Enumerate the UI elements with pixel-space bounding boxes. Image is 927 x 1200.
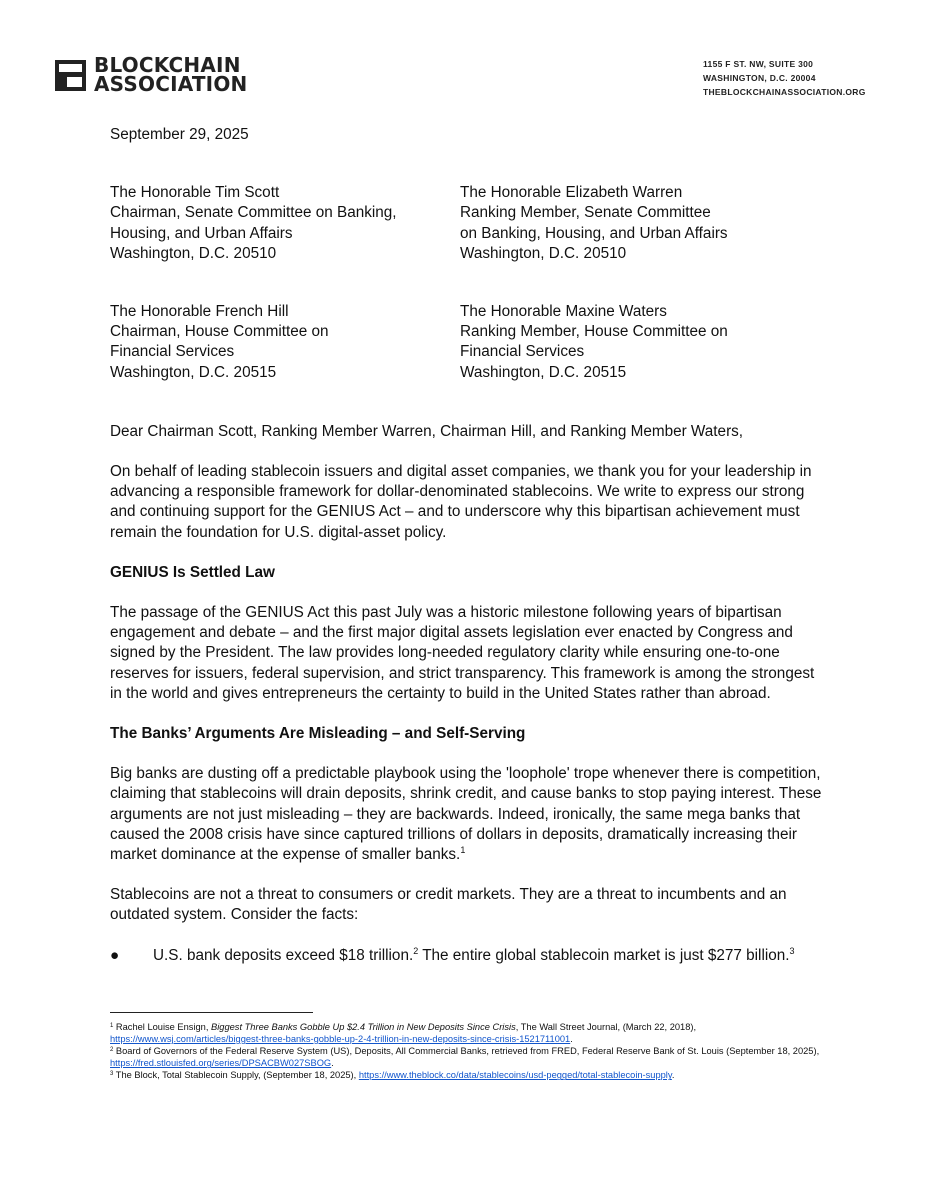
addressee-line: Financial Services: [110, 343, 235, 361]
bullet-icon: ●: [110, 946, 120, 964]
addressee-line: Ranking Member, Senate Committee: [460, 204, 711, 222]
logo-line1: BLOCKCHAIN: [94, 53, 241, 77]
addressee-line: Washington, D.C. 20515: [460, 363, 627, 381]
footnote-2: [110, 1045, 830, 1069]
list-item: [110, 946, 830, 966]
addressee-scott: [110, 183, 460, 264]
addressee-line: Chairman, House Committee on: [110, 323, 329, 341]
section-heading-banks-arguments: The Banks’ Arguments Are Misleading – and Self-Serving: [110, 725, 526, 743]
bullet-text: The entire global stablecoin market is just $277 billion.: [418, 946, 790, 964]
addressee-hill: [110, 302, 460, 383]
footnote-number: 1: [110, 1023, 114, 1029]
footnote-ref: 3: [789, 945, 795, 956]
addressee-line: Washington, D.C. 20510: [460, 244, 627, 262]
paragraph-text: Big banks are dusting off a predictable playbook using the 'loophole' trope whenever there is competition, claiming that stablecoins will drain deposits, shrink credit, and cause banks to stop paying interest. These arguments are not just misleading – they are backwards. Indeed, ironically, the same mega banks that caused the 2008 crisis have since captured trillions of dollars in deposits, dramatically increasing their market dominance at the expense of smaller banks.: [110, 765, 822, 864]
address-city: WASHINGTON, D.C. 20004: [703, 73, 816, 83]
addressee-line: The Honorable Maxine Waters: [460, 303, 667, 321]
organization-logo: [55, 53, 248, 96]
footnote-text: .: [570, 1034, 573, 1045]
footnotes: [110, 1021, 830, 1081]
letterhead-address: [703, 57, 866, 99]
footnote-text: The Block, Total Stablecoin Supply, (September 18, 2025),: [113, 1070, 359, 1081]
addressee-line: Washington, D.C. 20510: [110, 244, 277, 262]
address-website: THEBLOCKCHAINASSOCIATION.ORG: [703, 87, 866, 97]
footnote-divider: [110, 1012, 313, 1013]
footnote-text: Board of Governors of the Federal Reserve System (US), Deposits, All Commercial Banks, retrieved from FRED, Federal Reserve Bank of St. Louis (September 18, 2025),: [113, 1046, 820, 1057]
footnote-text: .: [331, 1058, 334, 1069]
footnote-link[interactable]: https://www.theblock.co/data/stablecoins/usd-pegged/total-stablecoin-supply: [358, 1070, 672, 1081]
addressee-line: Housing, and Urban Affairs: [110, 224, 293, 242]
addressee-line: The Honorable French Hill: [110, 303, 289, 321]
addressee-line: on Banking, Housing, and Urban Affairs: [460, 224, 728, 242]
logo-line2: ASSOCIATION: [94, 72, 248, 96]
addressee-line: Financial Services: [460, 343, 585, 361]
addressee-block: [110, 183, 830, 383]
facts-intro-paragraph: Stablecoins are not a threat to consumers or credit markets. They are a threat to incumbents and an outdated system. Consider the facts:: [110, 886, 787, 924]
footnote-link[interactable]: https://www.wsj.com/articles/biggest-three-banks-gobble-up-2-4-trillion-in-new-deposits-since-crisis-1521711001: [110, 1034, 571, 1045]
logo-wordmark: [94, 53, 248, 96]
footnote-text: Rachel Louise Ensign,: [113, 1022, 212, 1032]
footnote-number: 3: [110, 1071, 114, 1078]
addressee-waters: [460, 302, 820, 383]
footnote-text: , The Wall Street Journal, (March 22, 2018),: [515, 1022, 697, 1032]
settled-law-paragraph: The passage of the GENIUS Act this past July was a historic milestone following years of bipartisan engagement and debate – and the first major digital assets legislation ever enacted by Congress and signed by the President. The law provides long-needed regulatory clarity while ensuring one-to-one reserves for issuers, federal supervision, and strict transparency. This framework is among the strongest in the world and gives entrepreneurs the certainty to build in the United States rather than abroad.: [110, 604, 815, 702]
addressee-line: Ranking Member, House Committee on: [460, 323, 728, 341]
footnote-3: [110, 1069, 830, 1081]
addressee-line: Chairman, Senate Committee on Banking,: [110, 204, 397, 222]
letter-body: [110, 125, 830, 966]
logo-mark-icon: [55, 60, 86, 91]
address-street: 1155 F ST. NW, SUITE 300: [703, 59, 814, 69]
facts-list: [110, 946, 830, 966]
addressee-line: The Honorable Elizabeth Warren: [460, 184, 683, 202]
addressee-line: Washington, D.C. 20515: [110, 363, 277, 381]
footnote-ref: 2: [413, 945, 419, 956]
section-heading-settled-law: GENIUS Is Settled Law: [110, 563, 275, 581]
addressee-line: The Honorable Tim Scott: [110, 184, 280, 202]
banks-arguments-paragraph: [110, 764, 830, 865]
footnote-article-title: Biggest Three Banks Gobble Up $2.4 Trillion in New Deposits Since Crisis: [211, 1022, 516, 1032]
footnote-number: 2: [110, 1047, 114, 1054]
intro-paragraph: On behalf of leading stablecoin issuers and digital asset companies, we thank you for your leadership in advancing a responsible framework for dollar-denominated stablecoins. We write to express our strong and continuing support for the GENIUS Act – and to underscore why this bipartisan achievement must remain the foundation for U.S. digital-asset policy.: [110, 463, 812, 541]
footnote-ref: 1: [460, 845, 466, 856]
salutation: Dear Chairman Scott, Ranking Member Warren, Chairman Hill, and Ranking Member Waters,: [110, 422, 744, 440]
bullet-text: U.S. bank deposits exceed $18 trillion.: [153, 946, 414, 964]
letter-date: September 29, 2025: [110, 126, 249, 143]
addressee-warren: [460, 183, 820, 264]
footnote-1: [110, 1021, 830, 1045]
footnote-link[interactable]: https://fred.stlouisfed.org/series/DPSACBW027SBOG: [110, 1058, 332, 1069]
footnote-text: .: [671, 1070, 675, 1081]
